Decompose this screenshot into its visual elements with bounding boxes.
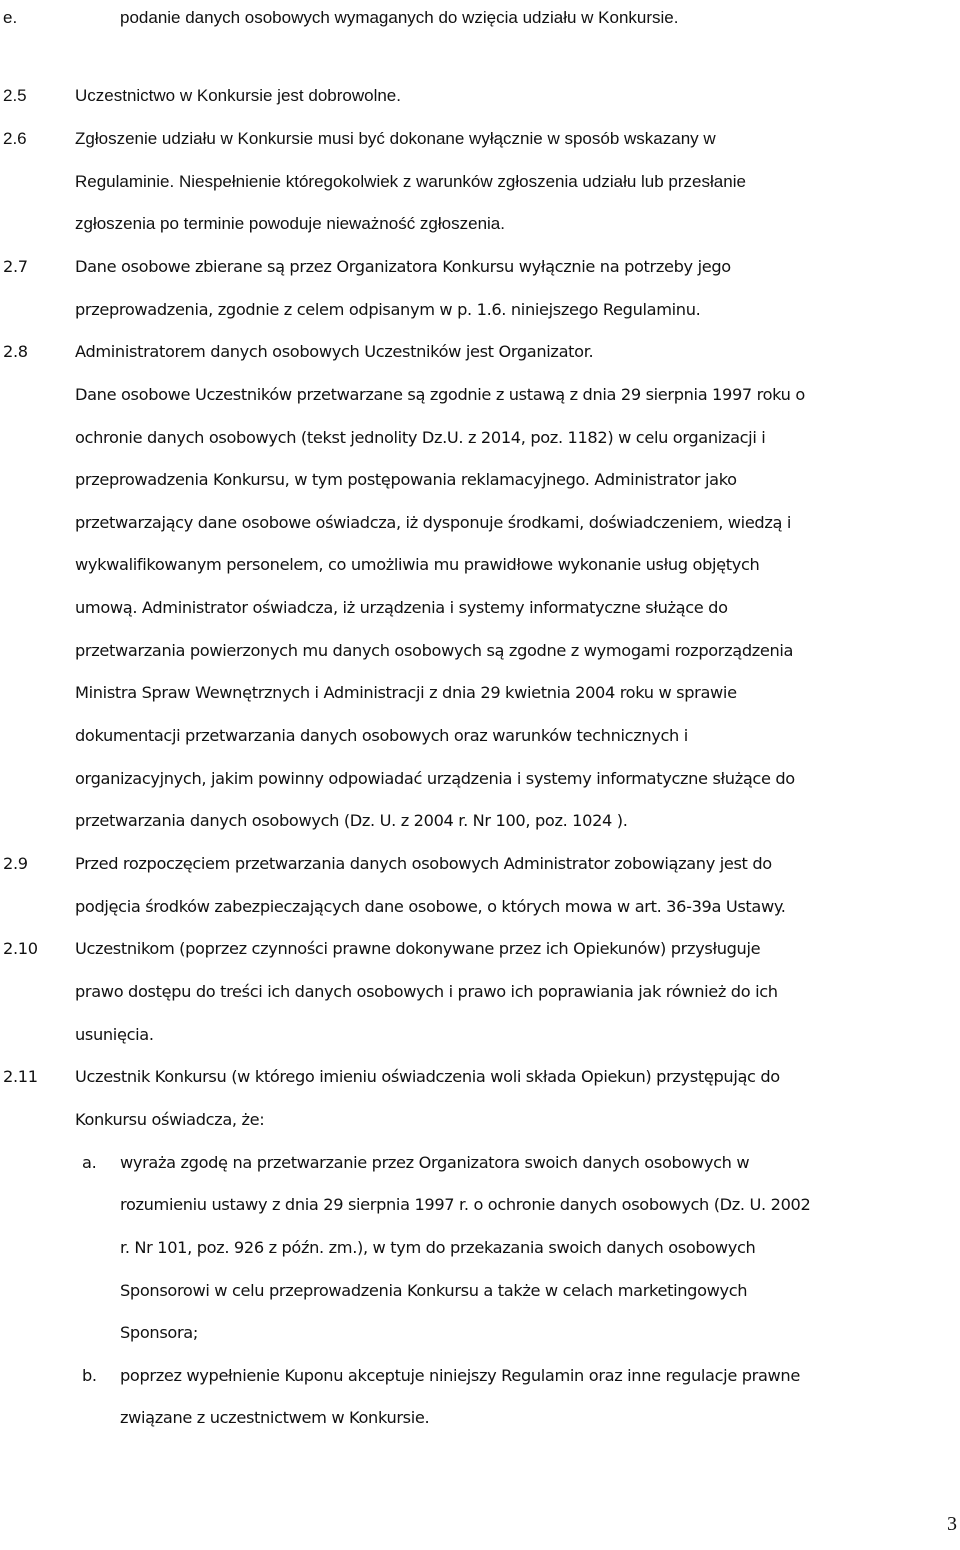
section-text-line: przetwarzania powierzonych mu danych osobowych są zgodne z wymogami rozporządzenia xyxy=(75,641,794,660)
section-text-line: podjęcia środków zabezpieczających dane osobowe, o których mowa w art. 36-39a Ustawy. xyxy=(75,897,786,916)
section-text-line: Dane osobowe zbierane są przez Organizatora Konkursu wyłącznie na potrzeby jego xyxy=(75,257,731,276)
section-number: 2.7 xyxy=(3,257,28,276)
section-text-line: umową. Administrator oświadcza, iż urządzenia i systemy informatyczne służące do xyxy=(75,598,728,617)
subitem-text-line: Sponsorowi w celu przeprowadzenia Konkursu a także w celach marketingowych xyxy=(120,1281,748,1300)
subitem-marker: a. xyxy=(82,1153,97,1172)
section-text-line: Zgłoszenie udziału w Konkursie musi być dokonane wyłącznie w sposób wskazany w xyxy=(75,129,716,148)
section-text-line: Konkursu oświadcza, że: xyxy=(75,1110,265,1129)
section-text-line: Uczestnik Konkursu (w którego imieniu oświadczenia woli składa Opiekun) przystępując do xyxy=(75,1067,780,1086)
subitem-text-line: rozumieniu ustawy z dnia 29 sierpnia 1997 r. o ochronie danych osobowych (Dz. U. 2002 xyxy=(120,1195,811,1214)
section-number: 2.9 xyxy=(3,854,28,873)
section-text-line: Dane osobowe Uczestników przetwarzane są zgodnie z ustawą z dnia 29 sierpnia 1997 roku o xyxy=(75,385,805,404)
section-text-line: Uczestnictwo w Konkursie jest dobrowolne. xyxy=(75,86,401,105)
section-number: 2.10 xyxy=(3,939,38,958)
section-number: 2.5 xyxy=(3,86,27,105)
section-text-line: przetwarzania danych osobowych (Dz. U. z 2004 r. Nr 100, poz. 1024 ). xyxy=(75,811,628,830)
section-text-line: Przed rozpoczęciem przetwarzania danych osobowych Administrator zobowiązany jest do xyxy=(75,854,772,873)
section-text-line: organizacyjnych, jakim powinny odpowiadać urządzenia i systemy informatyczne służące do xyxy=(75,769,795,788)
section-number: 2.8 xyxy=(3,342,28,361)
subitem-text-line: r. Nr 101, poz. 926 z późn. zm.), w tym do przekazania swoich danych osobowych xyxy=(120,1238,756,1257)
section-text-line: zgłoszenia po terminie powoduje nieważność zgłoszenia. xyxy=(75,214,505,233)
section-number: 2.11 xyxy=(3,1067,38,1086)
section-number: 2.6 xyxy=(3,129,27,148)
section-text-line: przeprowadzenia, zgodnie z celem odpisanym w p. 1.6. niniejszego Regulaminu. xyxy=(75,300,701,319)
section-text-line: wykwalifikowanym personelem, co umożliwia mu prawidłowe wykonanie usług objętych xyxy=(75,555,760,574)
item-text: podanie danych osobowych wymaganych do wzięcia udziału w Konkursie. xyxy=(120,8,679,27)
section-text-line: prawo dostępu do treści ich danych osobowych i prawo ich poprawiania jak również do ich xyxy=(75,982,778,1001)
section-text-line: Uczestnikom (poprzez czynności prawne dokonywane przez ich Opiekunów) przysługuje xyxy=(75,939,761,958)
item-marker: e. xyxy=(3,8,18,27)
subitem-text-line: poprzez wypełnienie Kuponu akceptuje niniejszy Regulamin oraz inne regulacje prawne xyxy=(120,1366,800,1385)
section-text-line: przetwarzający dane osobowe oświadcza, iż dysponuje środkami, doświadczeniem, wiedzą i xyxy=(75,513,792,532)
section-text-line: Ministra Spraw Wewnętrznych i Administracji z dnia 29 kwietnia 2004 roku w sprawie xyxy=(75,683,737,702)
subitem-text-line: związane z uczestnictwem w Konkursie. xyxy=(120,1408,430,1427)
section-text-line: dokumentacji przetwarzania danych osobowych oraz warunków technicznych i xyxy=(75,726,688,745)
section-text-line: Regulaminie. Niespełnienie któregokolwiek z warunków zgłoszenia udziału lub przesłanie xyxy=(75,172,746,191)
subitem-text-line: wyraża zgodę na przetwarzanie przez Organizatora swoich danych osobowych w xyxy=(120,1153,750,1172)
subitem-text-line: Sponsora; xyxy=(120,1323,198,1342)
section-text-line: przeprowadzenia Konkursu, w tym postępowania reklamacyjnego. Administrator jako xyxy=(75,470,737,489)
page-number: 3 xyxy=(947,1513,957,1535)
section-text-line: ochronie danych osobowych (tekst jednolity Dz.U. z 2014, poz. 1182) w celu organizacji i xyxy=(75,428,766,447)
subitem-marker: b. xyxy=(82,1366,97,1385)
section-text-line: Administratorem danych osobowych Uczestników jest Organizator. xyxy=(75,342,594,361)
section-text-line: usunięcia. xyxy=(75,1025,154,1044)
